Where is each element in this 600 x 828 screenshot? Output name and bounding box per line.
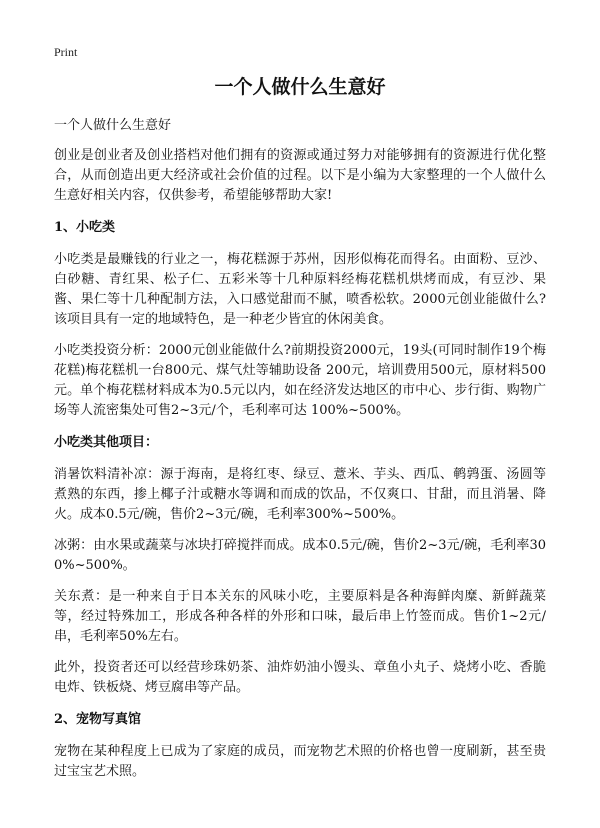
section-heading-other-snacks: 小吃类其他项目：: [54, 435, 159, 450]
document-subtitle: 一个人做什么生意好: [54, 118, 172, 133]
pet-studio-paragraph-1: 宠物在某种程度上已成为了家庭的成员，而宠物艺术照的价格也曾一度刷新，甚至贵过宝宝艺术照。: [54, 744, 546, 779]
document-title: 一个人做什么生意好: [214, 76, 386, 98]
snacks-paragraph-1: 小吃类是最赚钱的行业之一，梅花糕源于苏州，因形似梅花而得名。由面粉、豆沙、白砂糖、青红果、松子仁、五彩米等十几种原料经梅花糕机烘烤而成，有豆沙、果酱、果仁等十几种配制方法，入口感觉甜而不腻，喷香松软。2000元创业能做什么?该项目具有一定的地域特色，是一种老少皆宜的休闲美食。: [54, 252, 546, 327]
other-snacks-paragraph-3: 关东煮：是一种来自于日本关东的风味小吃，主要原料是各种海鲜肉糜、新鲜蔬菜等，经过特殊加工，形成各种各样的外形和口味，最后串上竹签而成。售价1~2元/串，毛利率50%左右。: [54, 589, 546, 644]
section-heading-snacks: 1、小吃类: [54, 220, 116, 235]
other-snacks-paragraph-1: 消暑饮料清补凉：源于海南，是将红枣、绿豆、薏米、芋头、西瓜、鹌鹑蛋、汤圆等煮熟的东西，掺上椰子汁或糖水等调和而成的饮品，不仅爽口、甘甜，而且消暑、降火。成本0.5元/碗，售价2~3元/碗，毛利率300%~500%。: [54, 467, 546, 522]
other-snacks-paragraph-2: 冰粥：由水果或蔬菜与冰块打碎搅拌而成。成本0.5元/碗，售价2~3元/碗，毛利率300%~500%。: [54, 538, 546, 573]
snacks-paragraph-2: 小吃类投资分析：2000元创业能做什么?前期投资2000元，19头(可同时制作19个梅花糕)梅花糕机一台800元、煤气灶等辅助设备 200元，培训费用500元，原材料500元。单个梅花糕材料成本为0.5元以内，如在经济发达地区的市中心、步行街、购物广场等人流密集处可售2~3元/个，毛利率可达 100%~500%。: [54, 343, 546, 418]
section-heading-pet-studio: 2、宠物写真馆: [54, 712, 142, 727]
other-snacks-paragraph-4: 此外，投资者还可以经营珍珠奶茶、油炸奶油小馒头、章鱼小丸子、烧烤小吃、香脆电炸、铁板烧、烤豆腐串等产品。: [54, 660, 546, 695]
print-link[interactable]: Print: [54, 45, 78, 59]
intro-paragraph: 创业是创业者及创业搭档对他们拥有的资源或通过努力对能够拥有的资源进行优化整合，从而创造出更大经济或社会价值的过程。以下是小编为大家整理的一个人做什么生意好相关内容，仅供参考，希望能够帮助大家!: [54, 148, 546, 203]
